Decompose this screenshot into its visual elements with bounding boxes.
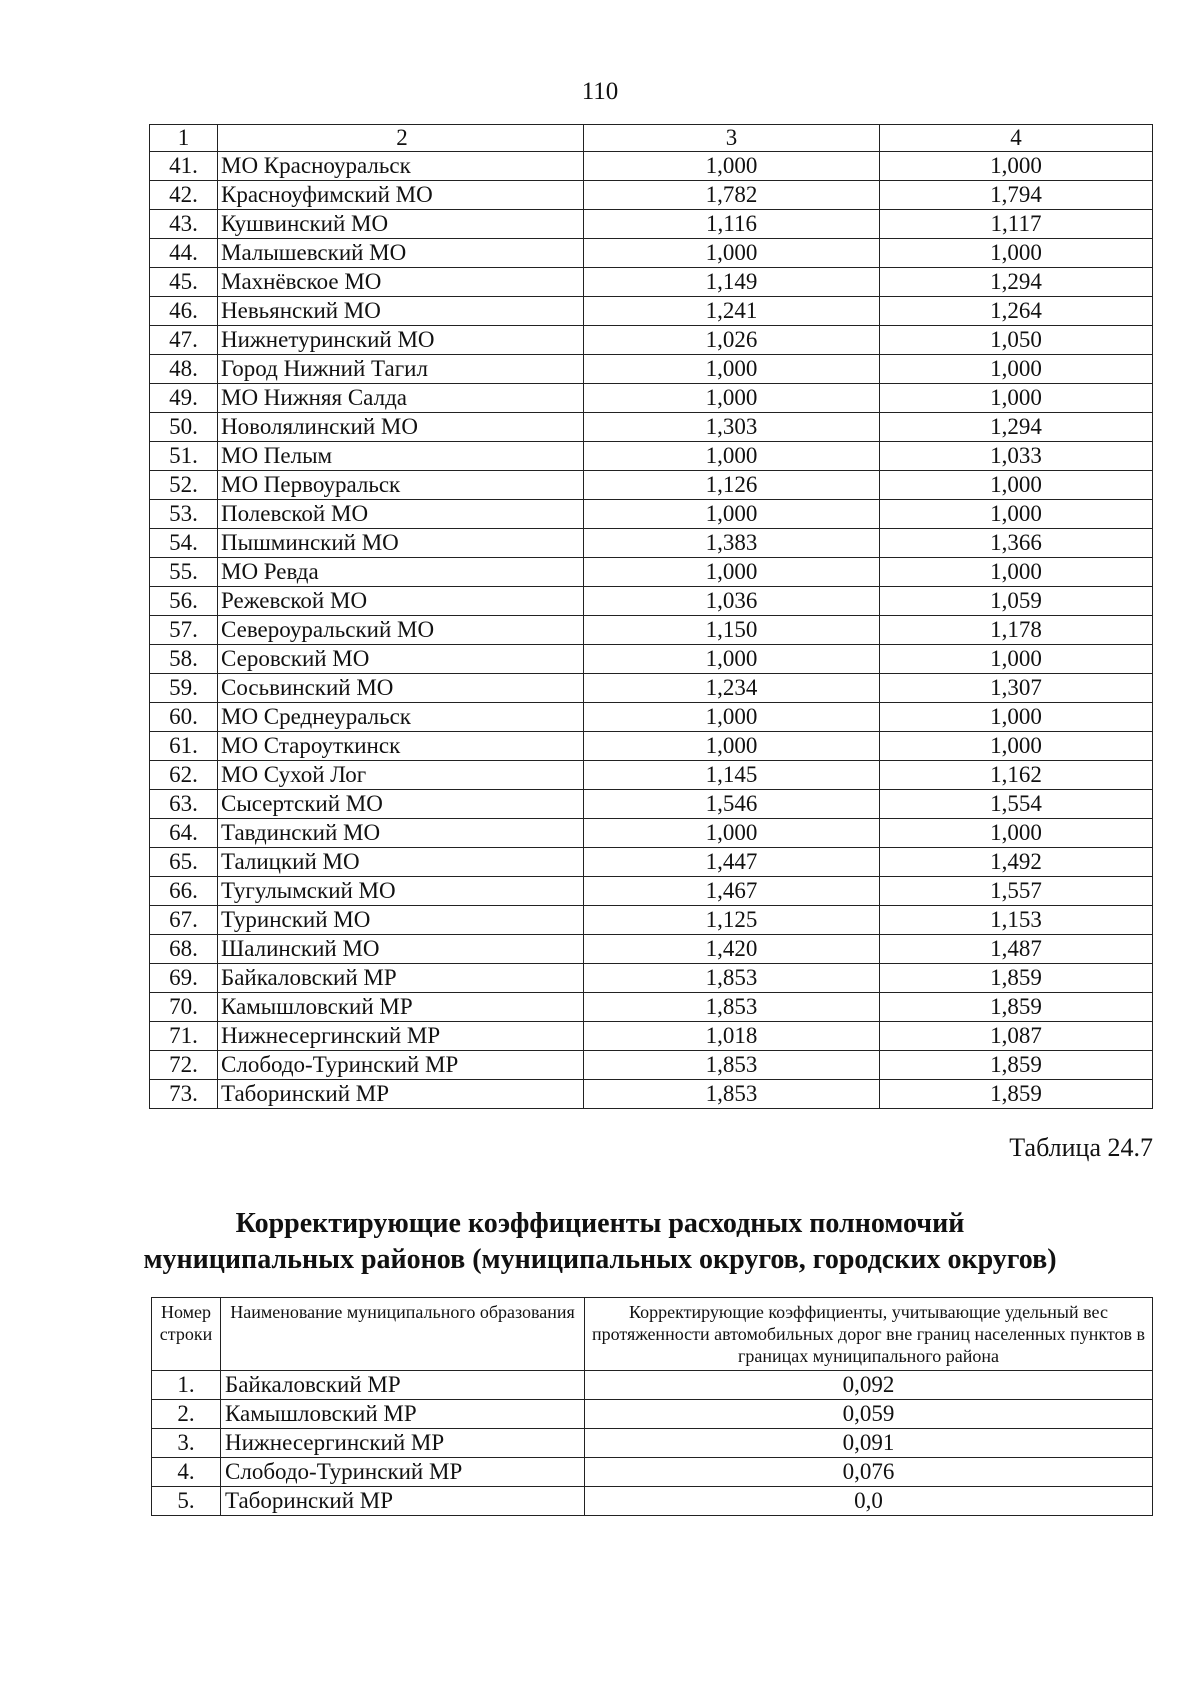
coefficient-cell-3: 1,149 xyxy=(584,268,880,297)
table-row xyxy=(150,210,1153,239)
table-row xyxy=(150,297,1153,326)
municipality-name-cell: МО Староуткинск xyxy=(218,732,584,761)
table-row xyxy=(150,529,1153,558)
table-row xyxy=(150,413,1153,442)
coefficient-cell: 0,059 xyxy=(585,1400,1153,1429)
table-row xyxy=(150,761,1153,790)
table-row xyxy=(150,1022,1153,1051)
coefficient-cell-3: 1,150 xyxy=(584,616,880,645)
table-row xyxy=(150,819,1153,848)
coefficient-cell-4: 1,859 xyxy=(880,1080,1153,1109)
municipality-name-cell: Байкаловский МР xyxy=(218,964,584,993)
row-number-cell: 47. xyxy=(150,326,218,355)
municipality-name-cell: Тавдинский МО xyxy=(218,819,584,848)
municipality-name-cell: Камышловский МР xyxy=(218,993,584,1022)
coefficient-cell-3: 1,234 xyxy=(584,674,880,703)
table-row xyxy=(150,645,1153,674)
table-row xyxy=(150,877,1153,906)
coefficient-cell: 0,092 xyxy=(585,1371,1153,1400)
row-number-cell: 3. xyxy=(152,1429,221,1458)
coefficient-cell-3: 1,116 xyxy=(584,210,880,239)
coefficient-cell-4: 1,162 xyxy=(880,761,1153,790)
table-row xyxy=(150,268,1153,297)
coefficient-cell-3: 1,447 xyxy=(584,848,880,877)
row-number-cell: 71. xyxy=(150,1022,218,1051)
coefficient-cell-4: 1,000 xyxy=(880,355,1153,384)
row-number-cell: 56. xyxy=(150,587,218,616)
column-header-2: 2 xyxy=(218,125,584,152)
municipality-name-cell: Полевской МО xyxy=(218,500,584,529)
coefficient-cell-4: 1,487 xyxy=(880,935,1153,964)
municipality-name-cell: Режевской МО xyxy=(218,587,584,616)
row-number-cell: 59. xyxy=(150,674,218,703)
row-number-cell: 44. xyxy=(150,239,218,268)
coefficient-cell-4: 1,059 xyxy=(880,587,1153,616)
header-row xyxy=(152,1298,1153,1371)
municipality-name-cell: Невьянский МО xyxy=(218,297,584,326)
municipality-name-cell: Махнёвское МО xyxy=(218,268,584,297)
coefficient-cell-4: 1,087 xyxy=(880,1022,1153,1051)
table-row xyxy=(150,674,1153,703)
coefficient-cell-4: 1,000 xyxy=(880,819,1153,848)
header-row xyxy=(150,125,1153,152)
coefficient-cell-4: 1,050 xyxy=(880,326,1153,355)
row-number-cell: 70. xyxy=(150,993,218,1022)
municipality-name-cell: МО Красноуральск xyxy=(218,152,584,181)
row-number-cell: 50. xyxy=(150,413,218,442)
column-header-coefficient: Корректирующие коэффициенты, учитывающие удельный вес протяженности автомобильных дорог вне границ населенных пунктов в границах муниципального района xyxy=(585,1298,1153,1371)
municipality-name-cell: Новолялинский МО xyxy=(218,413,584,442)
municipality-name-cell: Кушвинский МО xyxy=(218,210,584,239)
coefficient-cell-4: 1,000 xyxy=(880,500,1153,529)
coefficient-cell-4: 1,264 xyxy=(880,297,1153,326)
coefficient-cell-4: 1,000 xyxy=(880,384,1153,413)
coefficient-cell: 0,076 xyxy=(585,1458,1153,1487)
table-row xyxy=(150,616,1153,645)
table-title xyxy=(0,1206,1200,1278)
coefficients-table-continued xyxy=(149,124,1153,1109)
coefficient-cell-4: 1,859 xyxy=(880,1051,1153,1080)
row-number-cell: 52. xyxy=(150,471,218,500)
coefficient-cell-3: 1,853 xyxy=(584,1080,880,1109)
row-number-cell: 4. xyxy=(152,1458,221,1487)
municipality-name-cell: МО Пелым xyxy=(218,442,584,471)
coefficient-cell-3: 1,853 xyxy=(584,1051,880,1080)
row-number-cell: 61. xyxy=(150,732,218,761)
coefficient-cell-3: 1,546 xyxy=(584,790,880,819)
municipality-name-cell: Серовский МО xyxy=(218,645,584,674)
row-number-cell: 5. xyxy=(152,1487,221,1516)
row-number-cell: 48. xyxy=(150,355,218,384)
coefficient-cell-3: 1,000 xyxy=(584,355,880,384)
coefficient-cell-3: 1,782 xyxy=(584,181,880,210)
municipality-name-cell: Нижнесергинский МР xyxy=(218,1022,584,1051)
row-number-cell: 58. xyxy=(150,645,218,674)
municipality-name-cell: Талицкий МО xyxy=(218,848,584,877)
table-row xyxy=(150,384,1153,413)
municipality-name-cell: Нижнетуринский МО xyxy=(218,326,584,355)
coefficient-cell-3: 1,383 xyxy=(584,529,880,558)
row-number-cell: 63. xyxy=(150,790,218,819)
table-row xyxy=(152,1487,1153,1516)
table-row xyxy=(150,500,1153,529)
table-row xyxy=(150,355,1153,384)
table-row xyxy=(152,1458,1153,1487)
table-row xyxy=(150,558,1153,587)
coefficient-cell-4: 1,033 xyxy=(880,442,1153,471)
coefficient-cell-4: 1,557 xyxy=(880,877,1153,906)
coefficient-cell-3: 1,000 xyxy=(584,645,880,674)
row-number-cell: 54. xyxy=(150,529,218,558)
coefficient-cell-3: 1,420 xyxy=(584,935,880,964)
row-number-cell: 51. xyxy=(150,442,218,471)
municipality-name-cell: Слободо-Туринский МР xyxy=(218,1051,584,1080)
municipality-name-cell: Красноуфимский МО xyxy=(218,181,584,210)
row-number-cell: 45. xyxy=(150,268,218,297)
row-number-cell: 43. xyxy=(150,210,218,239)
coefficient-cell-4: 1,294 xyxy=(880,413,1153,442)
municipality-name-cell: Тугулымский МО xyxy=(218,877,584,906)
table-row xyxy=(150,471,1153,500)
table-row xyxy=(152,1371,1153,1400)
coefficient-cell-4: 1,859 xyxy=(880,993,1153,1022)
page-number: 110 xyxy=(581,78,619,105)
coefficient-cell-4: 1,178 xyxy=(880,616,1153,645)
coefficient-cell-3: 1,000 xyxy=(584,384,880,413)
coefficient-cell-3: 1,303 xyxy=(584,413,880,442)
coefficient-cell-3: 1,000 xyxy=(584,558,880,587)
coefficient-cell-3: 1,000 xyxy=(584,239,880,268)
column-header-name: Наименование муниципального образования xyxy=(221,1298,585,1371)
coefficient-cell-3: 1,000 xyxy=(584,819,880,848)
municipality-name-cell: Сысертский МО xyxy=(218,790,584,819)
coefficient-cell-4: 1,000 xyxy=(880,152,1153,181)
row-number-cell: 62. xyxy=(150,761,218,790)
row-number-cell: 69. xyxy=(150,964,218,993)
table-row xyxy=(150,993,1153,1022)
coefficient-cell-4: 1,000 xyxy=(880,703,1153,732)
municipality-name-cell: Слободо-Туринский МР xyxy=(221,1458,585,1487)
table-row xyxy=(150,181,1153,210)
municipality-name-cell: МО Первоуральск xyxy=(218,471,584,500)
row-number-cell: 42. xyxy=(150,181,218,210)
municipality-name-cell: Байкаловский МР xyxy=(221,1371,585,1400)
municipality-name-cell: Таборинский МР xyxy=(221,1487,585,1516)
coefficient-cell-4: 1,492 xyxy=(880,848,1153,877)
municipality-name-cell: МО Нижняя Салда xyxy=(218,384,584,413)
coefficient-cell-4: 1,366 xyxy=(880,529,1153,558)
coefficient-cell-4: 1,117 xyxy=(880,210,1153,239)
row-number-cell: 66. xyxy=(150,877,218,906)
table-row xyxy=(150,935,1153,964)
coefficient-cell-3: 1,467 xyxy=(584,877,880,906)
coefficient-cell-4: 1,000 xyxy=(880,732,1153,761)
table-title-line-2: муниципальных районов (муниципальных округов, городских округов) xyxy=(143,1244,1057,1275)
table-row xyxy=(150,1080,1153,1109)
row-number-cell: 53. xyxy=(150,500,218,529)
coefficient-cell-3: 1,000 xyxy=(584,703,880,732)
row-number-cell: 68. xyxy=(150,935,218,964)
row-number-cell: 49. xyxy=(150,384,218,413)
municipality-name-cell: Таборинский МР xyxy=(218,1080,584,1109)
coefficient-cell-3: 1,241 xyxy=(584,297,880,326)
column-header-row-number: Номер строки xyxy=(152,1298,221,1371)
coefficient-cell-3: 1,145 xyxy=(584,761,880,790)
table-title-line-1: Корректирующие коэффициенты расходных полномочий xyxy=(235,1208,965,1239)
coefficient-cell: 0,091 xyxy=(585,1429,1153,1458)
row-number-cell: 65. xyxy=(150,848,218,877)
table-row xyxy=(150,732,1153,761)
row-number-cell: 55. xyxy=(150,558,218,587)
coefficient-cell-3: 1,000 xyxy=(584,500,880,529)
municipality-name-cell: Город Нижний Тагил xyxy=(218,355,584,384)
municipality-name-cell: Камышловский МР xyxy=(221,1400,585,1429)
coefficient-cell-4: 1,000 xyxy=(880,645,1153,674)
municipality-name-cell: Пышминский МО xyxy=(218,529,584,558)
row-number-cell: 67. xyxy=(150,906,218,935)
column-header-3: 3 xyxy=(584,125,880,152)
coefficient-cell-4: 1,000 xyxy=(880,471,1153,500)
row-number-cell: 72. xyxy=(150,1051,218,1080)
correction-coefficients-table xyxy=(151,1297,1153,1516)
municipality-name-cell: МО Среднеуральск xyxy=(218,703,584,732)
municipality-name-cell: Шалинский МО xyxy=(218,935,584,964)
coefficient-cell-3: 1,000 xyxy=(584,442,880,471)
coefficient-cell-3: 1,125 xyxy=(584,906,880,935)
coefficient-cell-4: 1,000 xyxy=(880,239,1153,268)
table-row xyxy=(152,1429,1153,1458)
row-number-cell: 64. xyxy=(150,819,218,848)
municipality-name-cell: МО Ревда xyxy=(218,558,584,587)
table-row xyxy=(150,848,1153,877)
coefficient-cell-4: 1,153 xyxy=(880,906,1153,935)
coefficient-cell-3: 1,018 xyxy=(584,1022,880,1051)
coefficient-cell-3: 1,000 xyxy=(584,152,880,181)
coefficient-cell-3: 1,036 xyxy=(584,587,880,616)
table-row xyxy=(150,703,1153,732)
coefficient-cell-3: 1,853 xyxy=(584,993,880,1022)
coefficient-cell-4: 1,307 xyxy=(880,674,1153,703)
municipality-name-cell: МО Сухой Лог xyxy=(218,761,584,790)
coefficient-cell-4: 1,294 xyxy=(880,268,1153,297)
row-number-cell: 46. xyxy=(150,297,218,326)
row-number-cell: 73. xyxy=(150,1080,218,1109)
column-header-4: 4 xyxy=(880,125,1153,152)
table-row xyxy=(150,326,1153,355)
table-row xyxy=(150,587,1153,616)
coefficient-cell: 0,0 xyxy=(585,1487,1153,1516)
coefficient-cell-4: 1,859 xyxy=(880,964,1153,993)
coefficient-cell-3: 1,126 xyxy=(584,471,880,500)
table-row xyxy=(150,790,1153,819)
coefficient-cell-3: 1,026 xyxy=(584,326,880,355)
coefficient-cell-4: 1,794 xyxy=(880,181,1153,210)
table-row xyxy=(150,906,1153,935)
table-row xyxy=(150,152,1153,181)
municipality-name-cell: Туринский МО xyxy=(218,906,584,935)
coefficient-cell-3: 1,000 xyxy=(584,732,880,761)
row-number-cell: 1. xyxy=(152,1371,221,1400)
table-caption: Таблица 24.7 xyxy=(1009,1133,1153,1162)
coefficient-cell-4: 1,554 xyxy=(880,790,1153,819)
table-row xyxy=(150,964,1153,993)
column-header-1: 1 xyxy=(150,125,218,152)
coefficient-cell-3: 1,853 xyxy=(584,964,880,993)
table-row xyxy=(150,239,1153,268)
row-number-cell: 41. xyxy=(150,152,218,181)
municipality-name-cell: Нижнесергинский МР xyxy=(221,1429,585,1458)
municipality-name-cell: Малышевский МО xyxy=(218,239,584,268)
municipality-name-cell: Североуральский МО xyxy=(218,616,584,645)
coefficient-cell-4: 1,000 xyxy=(880,558,1153,587)
municipality-name-cell: Сосьвинский МО xyxy=(218,674,584,703)
table-row xyxy=(150,442,1153,471)
table-row xyxy=(150,1051,1153,1080)
table-row xyxy=(152,1400,1153,1429)
row-number-cell: 57. xyxy=(150,616,218,645)
row-number-cell: 60. xyxy=(150,703,218,732)
row-number-cell: 2. xyxy=(152,1400,221,1429)
